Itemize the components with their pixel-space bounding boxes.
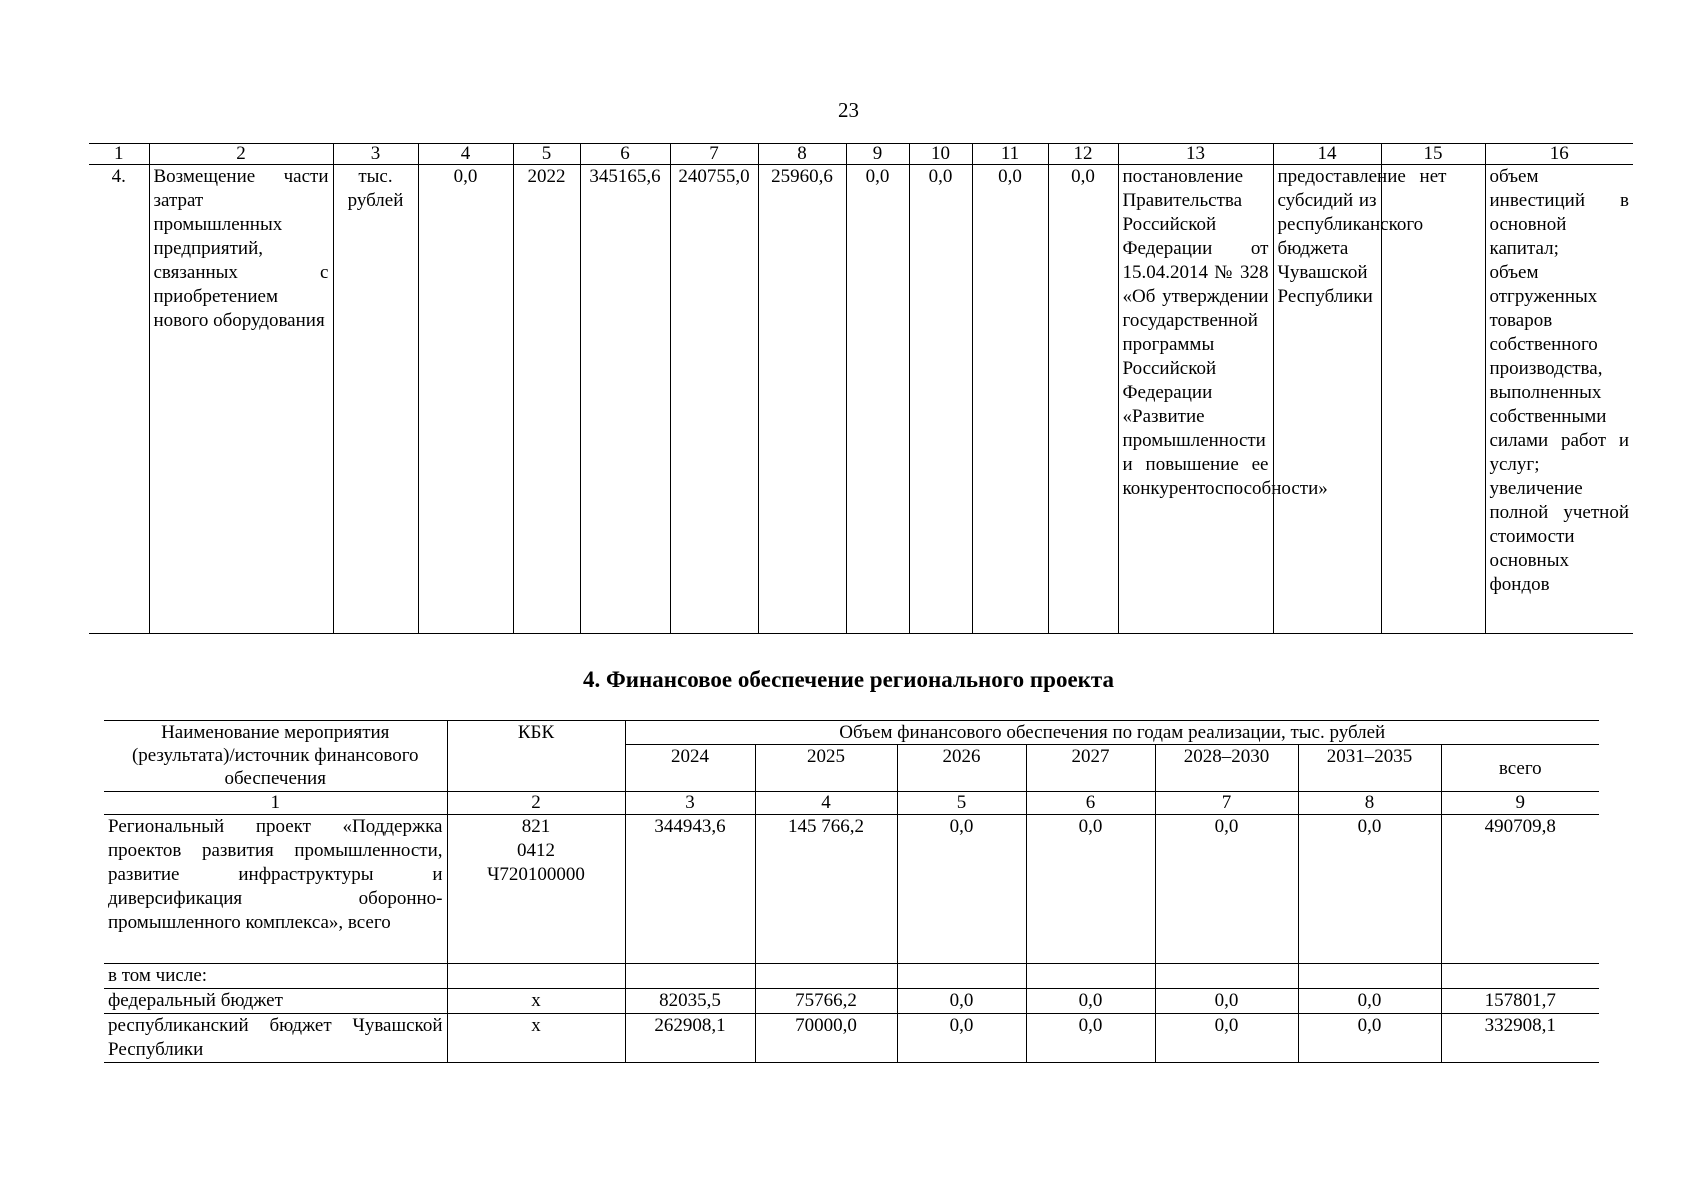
column-number: 2 (149, 144, 333, 165)
header-row (104, 721, 1599, 745)
row-value: 0,0 (1298, 989, 1441, 1014)
cell-7: 240755,0 (670, 165, 758, 634)
cell-9: 0,0 (846, 165, 909, 634)
row-number: 4. (89, 165, 149, 634)
column-number: 14 (1273, 144, 1381, 165)
column-number: 16 (1485, 144, 1633, 165)
column-number: 8 (1298, 792, 1441, 815)
indicators: объем инвестиций в основной капитал; объем отгруженных товаров собственного производства, выполненных собственными силами работ и услуг; увеличение полной учетной стоимости основных фондов (1485, 165, 1633, 634)
cell-11: 0,0 (972, 165, 1048, 634)
row-value: 0,0 (1155, 1014, 1298, 1063)
support-type: предоставление субсидий из республиканского бюджета Чувашской Республики (1273, 165, 1381, 634)
project-activities-table-continuation (89, 143, 1633, 634)
row-name: федеральный бюджет (104, 989, 447, 1014)
header-year: 2028–2030 (1155, 745, 1298, 792)
column-number: 8 (758, 144, 846, 165)
column-number: 1 (104, 792, 447, 815)
row-value: 0,0 (1026, 1014, 1155, 1063)
row-value: 0,0 (1155, 989, 1298, 1014)
cell-8: 25960,6 (758, 165, 846, 634)
row-value: 0,0 (1026, 989, 1155, 1014)
header-year: 2024 (625, 745, 755, 792)
column-number: 4 (418, 144, 513, 165)
cell-4: 0,0 (418, 165, 513, 634)
legal-basis: постановление Правительства Российской Федерации от 15.04.2014 № 328 «Об утверждении государственной программы Российской Федерации «Развитие промышленности и повышение ее конкурентоспособности» (1118, 165, 1273, 634)
row-total: 157801,7 (1441, 989, 1599, 1014)
cell-5: 2022 (513, 165, 580, 634)
row-total: 490709,8 (1441, 815, 1599, 964)
row-value: 0,0 (1155, 815, 1298, 964)
table-row (89, 165, 1633, 634)
column-number: 4 (755, 792, 897, 815)
column-number-row (104, 792, 1599, 815)
column-number: 9 (1441, 792, 1599, 815)
table-row (104, 964, 1599, 989)
row-value (755, 964, 897, 989)
cell-6: 345165,6 (580, 165, 670, 634)
row-value: 82035,5 (625, 989, 755, 1014)
unit: тыс. рублей (333, 165, 418, 634)
header-name: Наименование мероприятия (результата)/источник финансового обеспечения (104, 721, 447, 792)
row-value (1155, 964, 1298, 989)
header-year: 2025 (755, 745, 897, 792)
column-number: 2 (447, 792, 625, 815)
row-kbk (447, 964, 625, 989)
row-value (897, 964, 1026, 989)
header-total: всего (1441, 745, 1599, 792)
row-total (1441, 964, 1599, 989)
table-row (104, 815, 1599, 964)
row-name: республиканский бюджет Чувашской Республики (104, 1014, 447, 1063)
column-number: 9 (846, 144, 909, 165)
column-number: 3 (333, 144, 418, 165)
row-value (625, 964, 755, 989)
row-value: 0,0 (897, 1014, 1026, 1063)
row-value: 262908,1 (625, 1014, 755, 1063)
header-kbk: КБК (447, 721, 625, 792)
column-number: 11 (972, 144, 1048, 165)
row-value (1298, 964, 1441, 989)
header-volume: Объем финансового обеспечения по годам реализации, тыс. рублей (625, 721, 1599, 745)
column-number: 6 (580, 144, 670, 165)
table-row (104, 989, 1599, 1014)
row-value: 344943,6 (625, 815, 755, 964)
cell-10: 0,0 (909, 165, 972, 634)
row-value: 145 766,2 (755, 815, 897, 964)
activity-name: Возмещение части затрат промышленных предприятий, связанных с приобретением нового оборудования (149, 165, 333, 634)
row-kbk: 821 0412 Ч720100000 (447, 815, 625, 964)
row-name: в том числе: (104, 964, 447, 989)
row-value: 0,0 (1298, 815, 1441, 964)
column-number: 5 (897, 792, 1026, 815)
header-year: 2027 (1026, 745, 1155, 792)
cell-12: 0,0 (1048, 165, 1118, 634)
column-number: 5 (513, 144, 580, 165)
column-number: 3 (625, 792, 755, 815)
header-year: 2026 (897, 745, 1026, 792)
row-kbk: x (447, 1014, 625, 1063)
column-number: 6 (1026, 792, 1155, 815)
column-number-row (89, 144, 1633, 165)
row-value: 70000,0 (755, 1014, 897, 1063)
row-kbk: x (447, 989, 625, 1014)
row-value: 0,0 (1026, 815, 1155, 964)
table-row (104, 1014, 1599, 1063)
section-title: 4. Финансовое обеспечение регионального проекта (583, 667, 1114, 692)
row-value: 0,0 (897, 989, 1026, 1014)
row-name: Региональный проект «Поддержка проектов развития промышленности, развитие инфраструктуры и диверсификация оборонно-промышленного комплекса», всего (104, 815, 447, 964)
row-value (1026, 964, 1155, 989)
page-number: 23 (838, 98, 859, 122)
cell-15: нет (1381, 165, 1485, 634)
row-total: 332908,1 (1441, 1014, 1599, 1063)
row-value: 0,0 (897, 815, 1026, 964)
column-number: 15 (1381, 144, 1485, 165)
column-number: 10 (909, 144, 972, 165)
column-number: 1 (89, 144, 149, 165)
row-value: 75766,2 (755, 989, 897, 1014)
column-number: 7 (670, 144, 758, 165)
financing-table (104, 720, 1599, 1063)
column-number: 13 (1118, 144, 1273, 165)
column-number: 7 (1155, 792, 1298, 815)
row-value: 0,0 (1298, 1014, 1441, 1063)
header-year: 2031–2035 (1298, 745, 1441, 792)
column-number: 12 (1048, 144, 1118, 165)
